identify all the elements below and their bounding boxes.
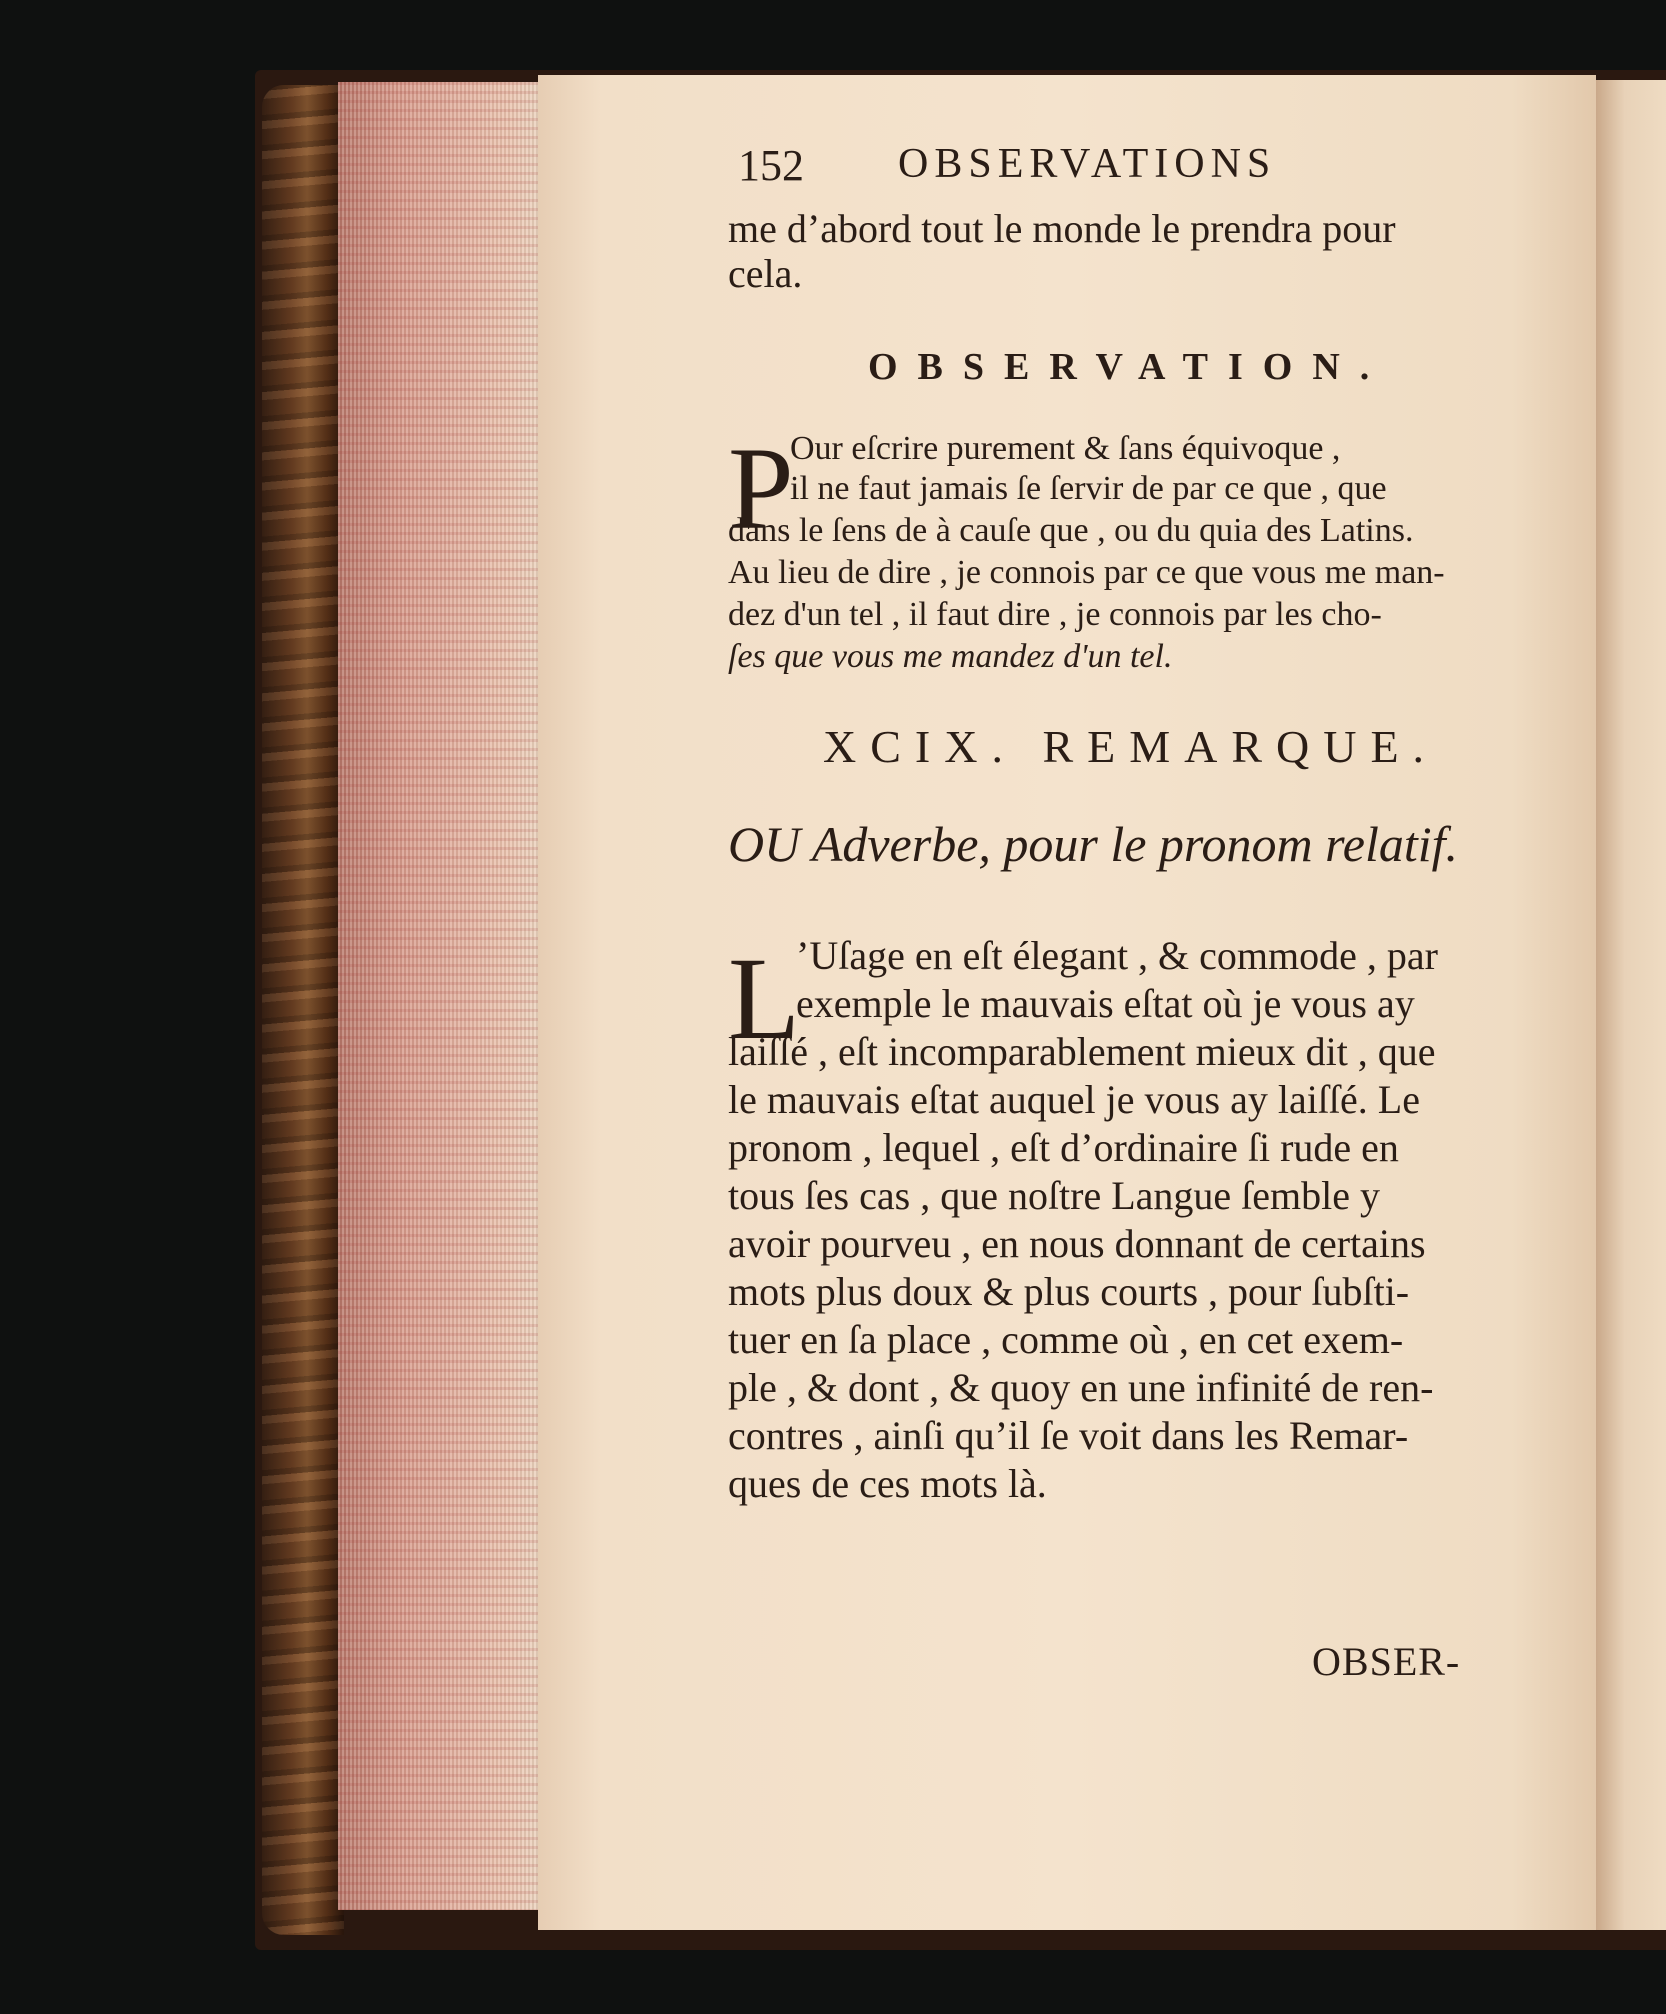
remarque-subtitle: OU Adverbe, pour le pronom relatif. (728, 816, 1459, 872)
remarque-line-6: tous ſes cas , que noſtre Langue ſemble y (728, 1173, 1381, 1218)
facing-page-edge (1596, 80, 1666, 1930)
intro-line-1: me d’abord tout le monde le prendra pour (728, 206, 1396, 251)
intro-line-2: cela. (728, 251, 803, 296)
remarque-line-3: laiſſé , eſt incomparablement mieux dit , que (728, 1029, 1436, 1074)
running-title: OBSERVATIONS (898, 141, 1277, 187)
observation-line-4: Au lieu de dire , je connois par ce que vous me man- (728, 554, 1445, 591)
remarque-line-5: pronom , lequel , eſt d’ordinaire ſi rude en (728, 1125, 1399, 1170)
book-spine (262, 85, 344, 1935)
observation-line-6: ſes que vous me mandez d'un tel. (728, 638, 1173, 675)
dropcap-l: L (728, 933, 801, 1064)
remarque-line-11: contres , ainſi qu’il ſe voit dans les Remar- (728, 1413, 1409, 1458)
remarque-line-12: ques de ces mots là. (728, 1461, 1047, 1506)
remarque-line-9: tuer en ſa place , comme où , en cet exem- (728, 1317, 1404, 1362)
remarque-heading: XCIX. REMARQUE. (823, 721, 1439, 772)
remarque-line-7: avoir pourveu , en nous donnant de certains (728, 1221, 1426, 1266)
dropcap-p: P (728, 423, 794, 554)
observation-line-3: dans le ſens de à cauſe que , ou du quia des Latins. (728, 512, 1414, 549)
observation-line-5: dez d'un tel , il faut dire , je connois par les cho- (728, 596, 1382, 633)
observation-heading: OBSERVATION. (868, 346, 1390, 388)
running-head (728, 140, 1368, 190)
page-number: 152 (738, 141, 804, 190)
page-edges (338, 82, 540, 1910)
remarque-line-10: ple , & dont , & quoy en une infinité de ren- (728, 1365, 1434, 1410)
observation-line-1: Our eſcrire purement & ſans équivoque , (790, 430, 1341, 467)
remarque-line-8: mots plus doux & plus courts , pour ſubſti- (728, 1269, 1410, 1314)
catchword: OBSER- (1312, 1639, 1461, 1684)
observation-line-2: il ne faut jamais ſe ſervir de par ce que , que (790, 470, 1387, 507)
remarque-line-2: exemple le mauvais eſtat où je vous ay (796, 981, 1415, 1026)
remarque-line-1: ’Uſage en eſt élegant , & commode , par (796, 933, 1438, 978)
remarque-line-4: le mauvais eſtat auquel je vous ay laiſſé. Le (728, 1077, 1420, 1122)
